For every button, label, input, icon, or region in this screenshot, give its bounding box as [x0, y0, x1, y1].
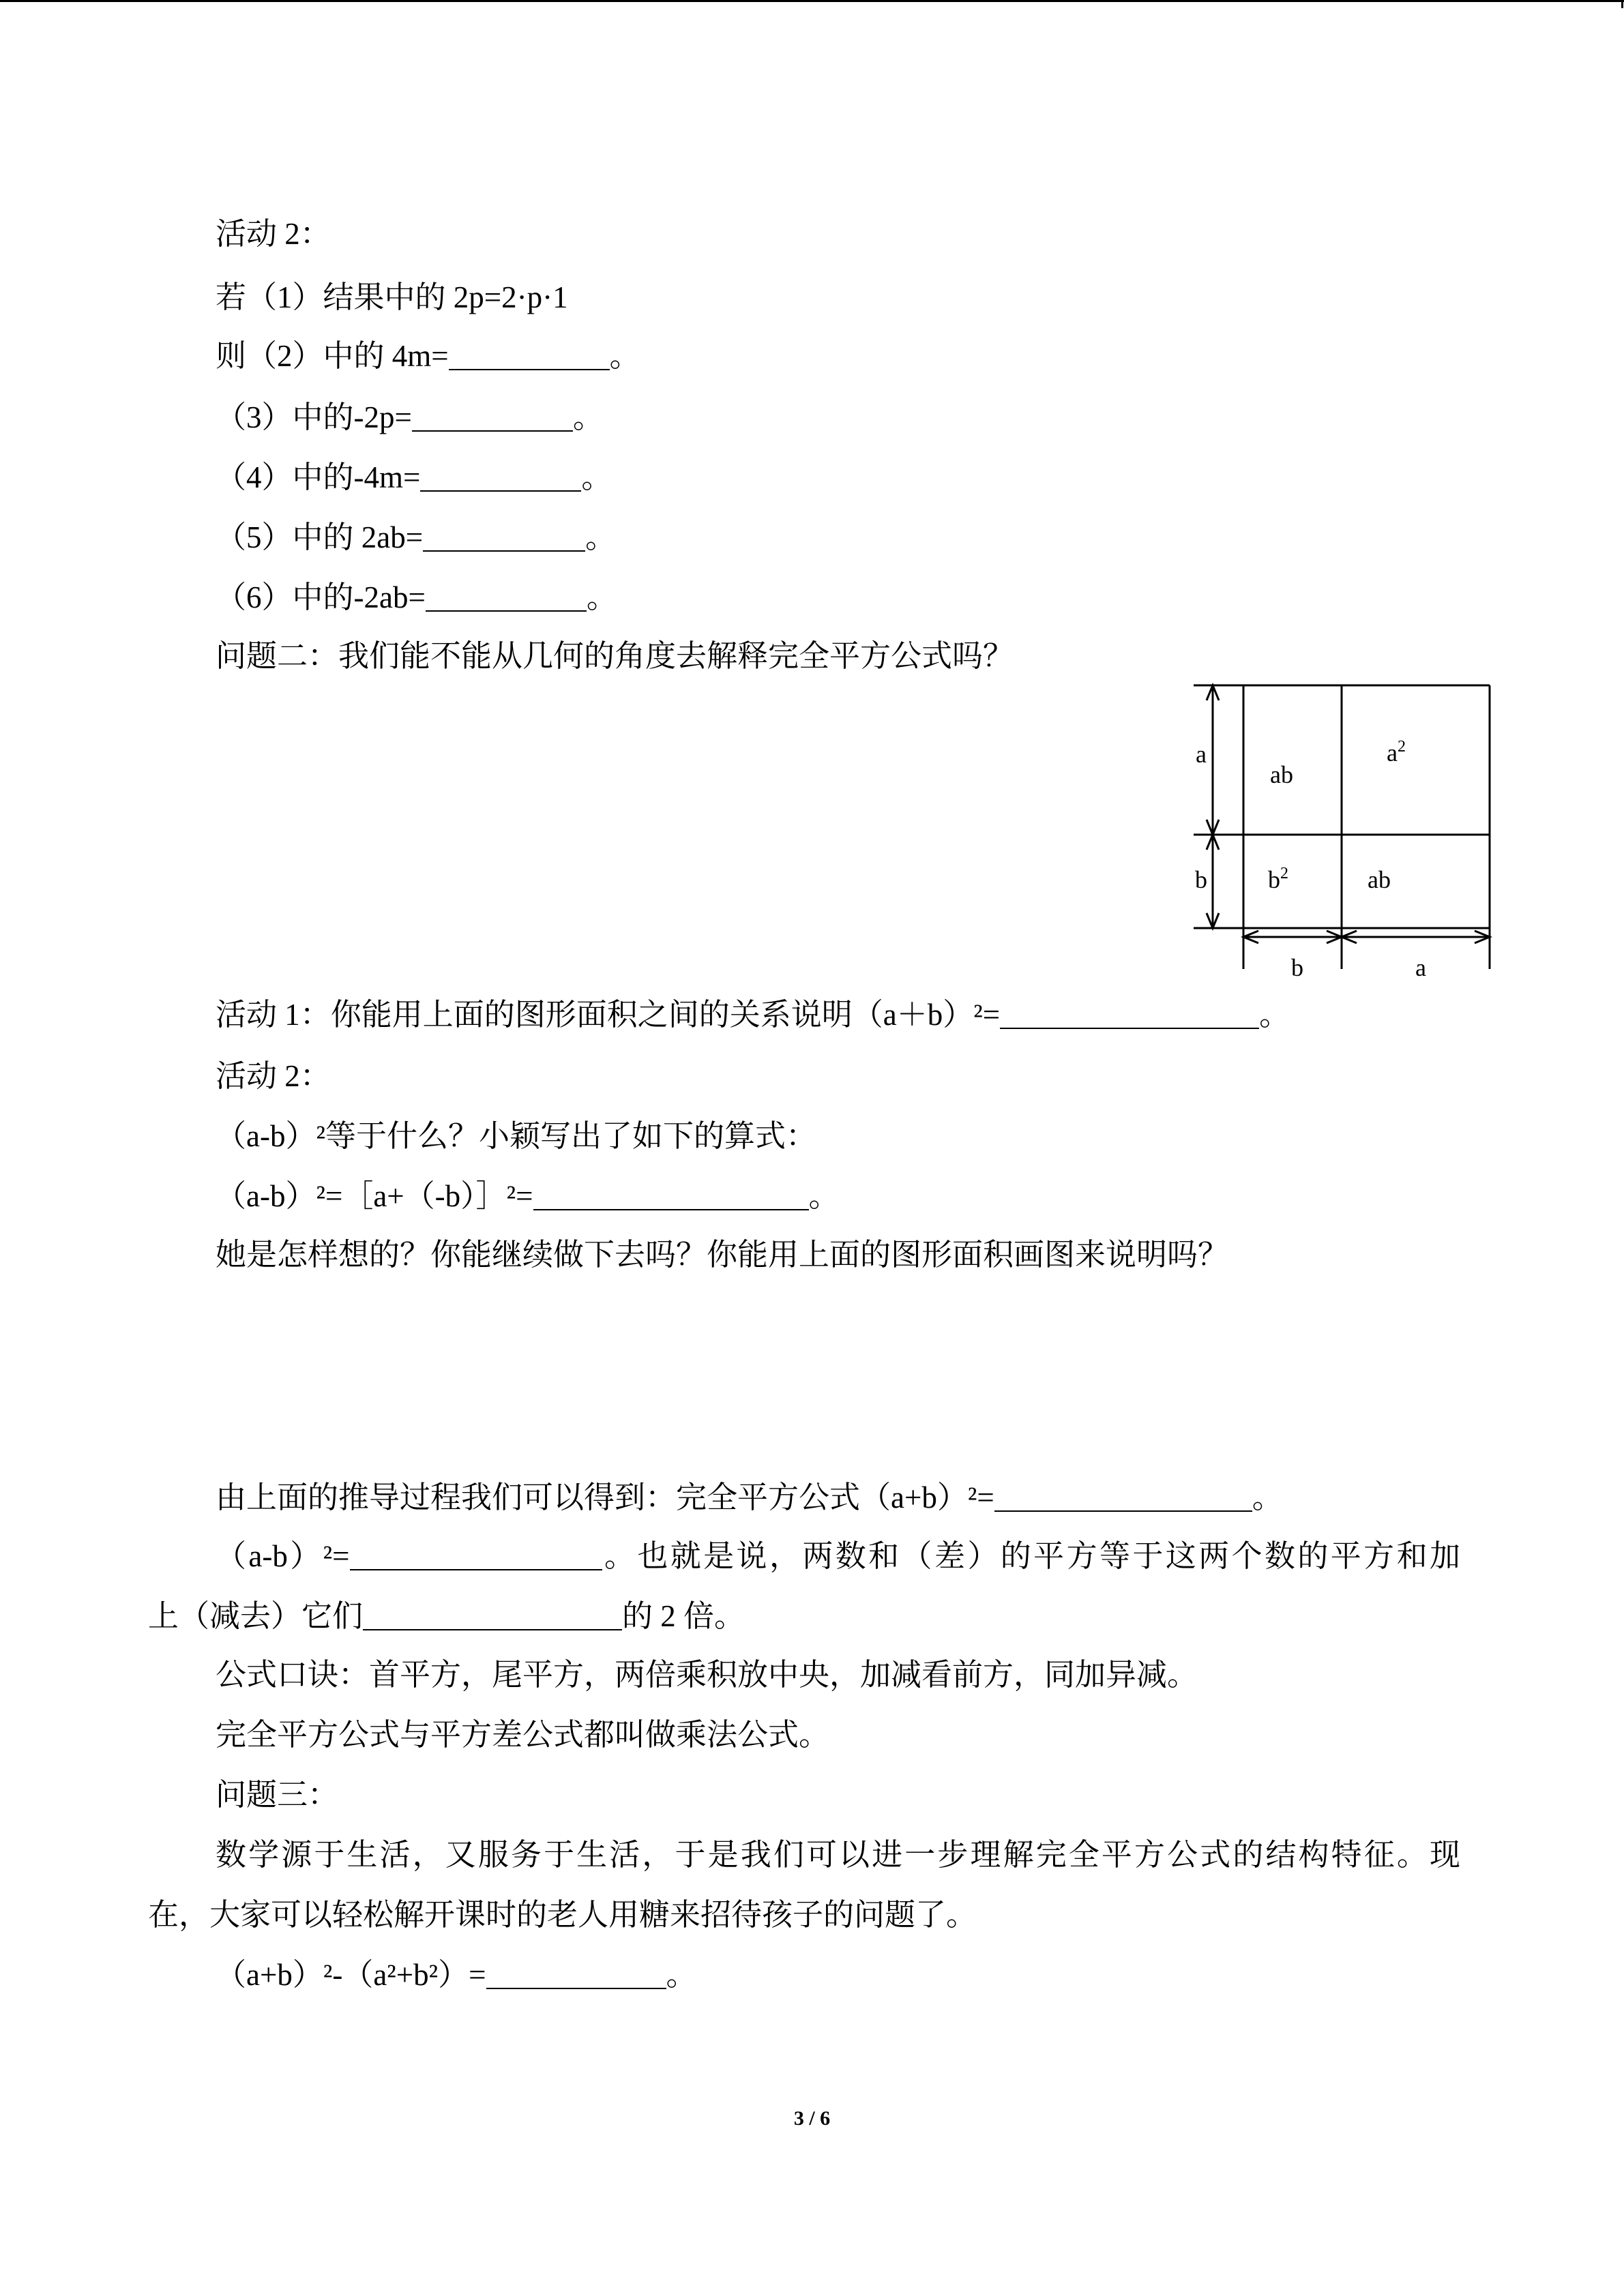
answer-blank [426, 583, 587, 612]
answer-blank [363, 1602, 622, 1630]
item-6-end: 。 [586, 580, 617, 614]
formula-end: 。 [808, 1179, 840, 1213]
label-bottom-a: a [1415, 954, 1426, 981]
activity-1-end: 。 [1259, 998, 1290, 1032]
activity-2-heading-text: 活动 2： [216, 1059, 331, 1093]
conclusion-end-1: 。 [1252, 1480, 1283, 1515]
item-6-line [216, 577, 617, 618]
answer-blank [420, 463, 581, 492]
conclusion-end-3: 的 2 倍。 [622, 1599, 745, 1633]
answer-blank [1000, 1000, 1259, 1029]
question-3-heading [216, 1774, 338, 1815]
question-2-line [216, 636, 1014, 676]
label-area-ab-top: ab [1270, 761, 1293, 788]
page-number: 3 / 6 [793, 2107, 831, 2130]
question-2-text: 问题二：我们能不能从几何的角度去解释完全平方公式吗？ [216, 639, 1014, 673]
item-6-text: （6）中的-2ab= [216, 580, 426, 614]
question-3-formula-text: （a+b）²-（a²+b²）= [216, 1958, 486, 1992]
question-3-formula-line [216, 1954, 697, 1995]
mnemonic-line [216, 1654, 1198, 1695]
note-line [216, 1714, 829, 1755]
formula-line [216, 1176, 840, 1217]
prompt-line [216, 1116, 816, 1157]
activity-2-heading [216, 213, 331, 254]
activity-2-heading-second [216, 1056, 331, 1097]
label-bottom-b: b [1291, 954, 1303, 981]
item-4-text: （4）中的-4m= [216, 460, 421, 494]
note-text: 完全平方公式与平方差公式都叫做乘法公式。 [216, 1718, 830, 1752]
conclusion-line-2 [216, 1536, 1460, 1577]
square-area-diagram [1187, 679, 1501, 985]
question-3-heading-text: 问题三： [216, 1778, 339, 1812]
item-2-line [216, 336, 640, 376]
followup-text: 她是怎样想的？你能继续做下去吗？你能用上面的图形面积画图来说明吗？ [216, 1238, 1229, 1272]
answer-blank [423, 523, 585, 552]
item-5-text: （5）中的 2ab= [216, 520, 424, 554]
label-area-b-squared [1268, 865, 1288, 893]
item-2-end: 。 [609, 339, 640, 373]
label-exponent: 2 [1397, 738, 1406, 756]
label-base: a [1387, 739, 1398, 766]
conclusion-text-1: 由上面的推导过程我们可以得到：完全平方公式（a+b）²= [216, 1480, 994, 1515]
conclusion-text-2: （a-b）²= [216, 1539, 350, 1573]
condition-text: 若（1）结果中的 2p=2·p·1 [216, 280, 568, 314]
label-base: b [1268, 866, 1280, 893]
prompt-text: （a-b）²等于什么？小颖写出了如下的算式： [216, 1119, 816, 1153]
answer-blank [486, 1960, 666, 1989]
paragraph-text-1: 数学源于生活，又服务于生活，于是我们可以进一步理解完全平方公式的结构特征。现 [216, 1838, 1460, 1872]
conclusion-line-1 [216, 1477, 1283, 1518]
question-3-formula-end: 。 [666, 1958, 697, 1992]
item-5-line [216, 517, 616, 558]
item-3-text: （3）中的-2p= [216, 400, 412, 434]
followup-line [216, 1234, 1228, 1275]
conclusion-line-3 [148, 1596, 745, 1637]
label-exponent: 2 [1280, 865, 1288, 882]
conclusion-text-3: 上（减去）它们 [148, 1599, 364, 1633]
item-3-end: 。 [572, 400, 604, 434]
activity-1-line [216, 994, 1290, 1035]
label-side-a: a [1196, 741, 1207, 768]
answer-blank [412, 403, 573, 432]
activity-1-text: 活动 1：你能用上面的图形面积之间的关系说明（a＋b）²= [216, 998, 1001, 1032]
question-3-paragraph-line-2 [148, 1894, 977, 1935]
item-4-line [216, 457, 612, 498]
answer-blank [350, 1542, 602, 1570]
formula-text: （a-b）²=［a+（-b）］²= [216, 1179, 533, 1213]
question-3-paragraph-line-1 [216, 1834, 1460, 1875]
answer-blank [533, 1182, 809, 1210]
label-area-a-squared [1387, 738, 1406, 766]
label-side-b: b [1195, 866, 1207, 893]
paragraph-text-2: 在，大家可以轻松解开课时的老人用糖来招待孩子的问题了。 [148, 1898, 977, 1932]
item-4-end: 。 [581, 460, 612, 494]
mnemonic-text: 公式口诀：首平方，尾平方，两倍乘积放中央，加减看前方，同加异减。 [216, 1658, 1198, 1692]
item-5-end: 。 [585, 520, 617, 554]
activity-2-heading-text: 活动 2： [216, 217, 331, 251]
answer-blank [449, 342, 610, 370]
answer-blank [994, 1483, 1252, 1512]
conclusion-end-2: 。也就是说，两数和（差）的平方等于这两个数的平方和加 [602, 1539, 1460, 1573]
item-3-line [216, 397, 604, 438]
label-area-ab-bottom: ab [1368, 866, 1391, 893]
item-2-text: 则（2）中的 4m= [216, 339, 449, 373]
condition-line [216, 277, 568, 318]
page-corner-mark [1621, 0, 1623, 8]
page-top-border [0, 0, 1624, 2]
